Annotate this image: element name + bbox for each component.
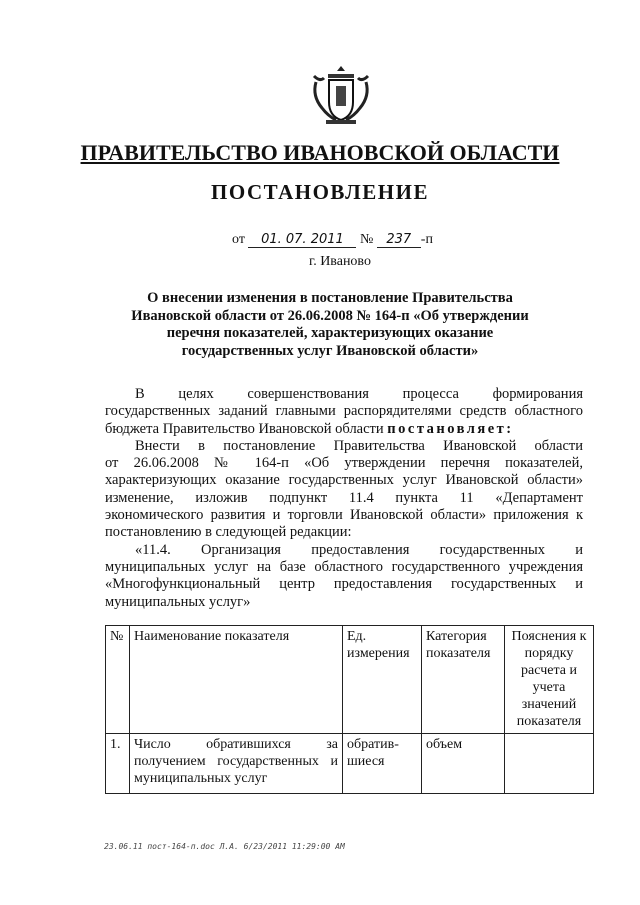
subject-line: О внесении изменения в постановление Правительства xyxy=(147,290,513,306)
header-cell: Ед. измерения xyxy=(343,626,422,734)
body-line xyxy=(105,421,583,438)
government-name: ПРАВИТЕЛЬСТВО ИВАНОВСКОЙ ОБЛАСТИ xyxy=(80,140,560,165)
body-line: характеризующих оказание государственных услуг Ивановской области» xyxy=(105,472,583,489)
table-cell: обратив-шиеся xyxy=(343,734,422,794)
document-number: 237 xyxy=(377,232,421,248)
subject-line: Ивановской области от 26.06.2008 № 164-п «Об утверждении xyxy=(131,307,529,324)
body-line: Внести в постановление Правительства Ивановской области xyxy=(135,437,583,454)
number-suffix: -п xyxy=(420,232,433,247)
subject-line: государственных услуг Ивановской области» xyxy=(181,342,479,359)
subject-line: перечня показателей, характеризующих оказание xyxy=(166,325,494,341)
body-line: муниципальных услуг» xyxy=(105,593,251,610)
body-line: «11.4. Организация предоставления государственных и xyxy=(135,541,583,558)
body-line: В целях совершенствования процесса формирования xyxy=(135,386,583,402)
body-line: государственных заданий главными распорядителями средств областного xyxy=(105,403,583,420)
government-title xyxy=(0,140,640,166)
document-number-line xyxy=(232,232,433,248)
indicators-table xyxy=(105,625,594,794)
body-line: экономического развития и торговли Ивановской области» приложения к xyxy=(105,507,583,524)
file-footer: 23.06.11 пост-164-п.doc Л.А. 6/23/2011 11:29:00 AM xyxy=(104,842,345,851)
body-text: бюджета Правительство Ивановской области xyxy=(105,420,388,437)
body-line: муниципальных услуг на базе областного государственного учреждения xyxy=(105,558,583,575)
table-cell: объем xyxy=(422,734,505,794)
number-label: № xyxy=(359,232,374,247)
table-cell: 1. xyxy=(106,734,130,794)
table-cell xyxy=(505,734,594,794)
document-body xyxy=(105,386,583,611)
document-date: 01. 07. 2011 xyxy=(248,232,356,248)
body-line: постановлению в следующей редакции: xyxy=(105,524,352,541)
decree-word: постановляет: xyxy=(387,420,514,437)
body-line: от 26.06.2008 № 164-п «Об утверждении перечня показателей, xyxy=(105,455,583,472)
coat-of-arms-emblem xyxy=(310,62,372,128)
body-line: «Многофункциональный центр предоставления государственных и xyxy=(105,576,583,593)
document-subject xyxy=(110,290,550,360)
header-cell: Наименование показателя xyxy=(130,626,343,734)
city: г. Иваново xyxy=(309,254,371,269)
table-row xyxy=(106,734,594,794)
body-line: изменение, изложив подпункт 11.4 пункта 11 «Департамент xyxy=(105,489,583,506)
table-cell: Число обратившихся за получением государственных и муниципальных услуг xyxy=(130,734,343,794)
from-label: от xyxy=(232,232,245,247)
header-cell: № xyxy=(106,626,130,734)
table-header-row xyxy=(106,626,594,734)
header-cell: Пояснения к порядку расчета и учета значений показателя xyxy=(505,626,594,734)
document-type: ПОСТАНОВЛЕНИЕ xyxy=(211,180,429,204)
header-cell: Категория показателя xyxy=(422,626,505,734)
